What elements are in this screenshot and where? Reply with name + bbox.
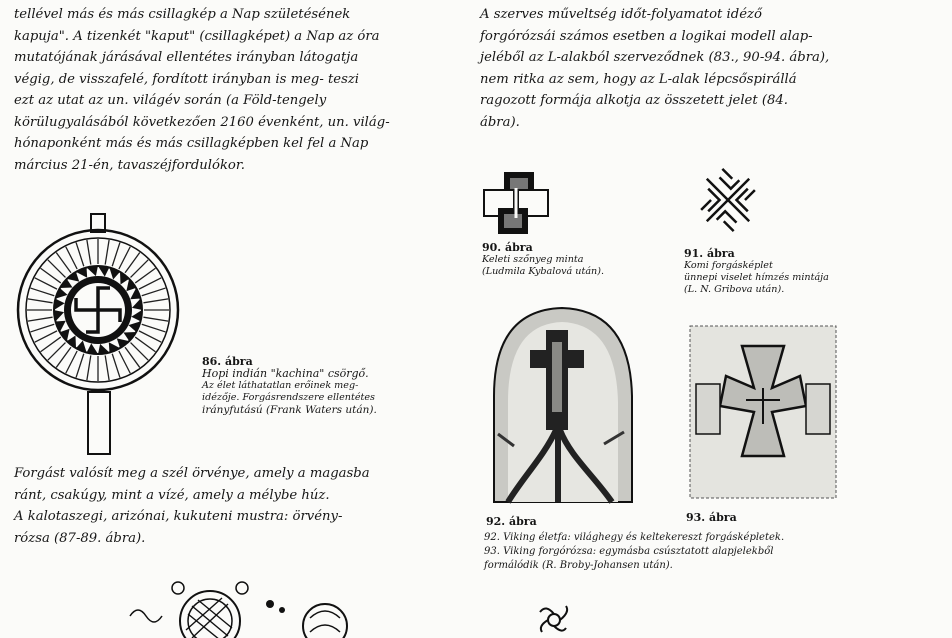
caption-line: Keleti szőnyeg minta [482,254,584,265]
small-whirl-ornament [536,602,572,636]
rattle-spoke [66,247,77,269]
caption-line: idézője. Forgásrendszere ellentétes [202,392,375,403]
caption-line: (Ludmila Kybalová után). [482,266,605,277]
rattle-spoke [143,299,168,303]
right-paragraph [480,4,932,133]
rattle-spoke [143,317,168,321]
text-line: március 21-én, tavaszéjfordulókor. [14,157,245,173]
rattle-spoke [142,324,166,332]
rattle-spoke [28,317,53,321]
rattle-spoke [87,355,91,380]
rattle-spoke [76,242,84,266]
caption-line: Hopi indián "kachina" csörgő. [202,367,369,380]
text-line: ragozott formája alkotja az összetett jelet (84. [480,93,788,108]
rattle-spoke [28,299,53,303]
caption-line: Komi forgásképlet [684,260,773,271]
rattle-tooth [54,310,64,321]
caption-line: Az élet láthatatlan erőinek meg- [202,380,359,391]
figure-number: 91. ábra [684,247,735,260]
rattle-spoke [139,331,161,342]
text-line: kapuja". A tizenkét "kaput" (csillagképet) a Nap az óra [14,28,380,44]
left-paragraph-bottom [14,463,458,549]
rattle-spoke [35,278,57,289]
viking-whirl-rose-figure [688,324,838,500]
rattle-spoke [119,247,130,269]
rattle-tooth [87,343,98,354]
figure-number: 93. ábra [686,511,737,524]
rattle-tooth [131,310,142,321]
caption-line: ünnepi viselet hímzés mintája [684,272,829,283]
rattle-spoke [35,331,57,342]
rattle-spoke [105,240,109,265]
whirl-rose-ornaments [110,576,370,638]
caption-line: irányfutású (Frank Waters után). [202,404,377,416]
left-paragraph-top [14,4,458,176]
figure-number: 92. ábra [486,515,537,528]
figure-91-caption [684,248,934,296]
rattle-spoke [105,355,109,380]
text-line: körülugyalásából következően 2160 évenként, un. világ- [14,114,390,130]
text-line: A szerves műveltség időt-folyamatot idéző [480,7,762,22]
rattle-spoke [142,288,166,296]
rattle-spoke [112,354,120,378]
text-line: forgórózsái számos esetben a logikai modell alap- [480,28,813,44]
figure-number: 90. ábra [482,241,533,254]
text-line: A kalotaszegi, arizónai, kukuteni mustra: örvény- [14,509,343,524]
figure-92-93-caption [484,531,934,573]
rattle-tooth [132,299,142,310]
rattle-tooth [98,266,109,277]
text-line: ábra). [480,114,520,130]
rattle-tooth [87,266,98,276]
rattle-spoke [30,288,54,296]
rattle-tooth [98,344,109,354]
text-line: jeléből az L-alakból szerveződnek (83., 90-94. ábra), [480,50,830,65]
text-line: ezt az utat az un. világév során (a Föld-tengely [14,93,327,108]
text-line: nem ritka az sem, hogy az L-alak lépcsőspirállá [480,71,797,87]
carpet-motif-figure [482,168,550,236]
rattle-spoke [139,278,161,289]
viking-tree-stone-figure [484,306,638,504]
text-line: tellével más és más csillagkép a Nap születésének [14,7,351,22]
caption-line: 93. Viking forgórózsa: egymásba csúsztatott alapjelekből [484,546,774,557]
komi-embroidery-figure [688,160,768,240]
figure-93-number [686,512,737,524]
text-line: rózsa (87-89. ábra). [14,530,146,546]
rattle-spoke [30,324,54,332]
figure-number: 86. ábra [202,355,253,368]
figure-86-caption [202,356,452,416]
rattle-spoke [66,351,77,373]
figure-92-number [486,516,537,528]
caption-line: (L. N. Gribova után). [684,284,785,295]
rattle-tooth [54,299,65,310]
text-line: végig, de visszafelé, fordított irányban is meg- teszi [14,71,360,87]
text-line: hónaponként más és más csillagképben kel fel a Nap [14,136,369,151]
text-line: Forgást valósít meg a szél örvénye, amely a magasba [14,466,370,481]
kachina-rattle-figure [14,212,190,472]
text-line: ránt, csakúgy, mint a vízé, amely a mélybe húz. [14,487,330,503]
figure-90-caption [482,242,682,278]
text-line: mutatójának járásával ellentétes irányban látogatja [14,50,359,65]
rattle-spoke [112,242,120,266]
rattle-spoke [87,240,91,265]
rattle-spoke [76,354,84,378]
caption-line: 92. Viking életfa: világhegy és keltekereszt forgásképletek. [484,532,785,543]
caption-line: formálódik (R. Broby-Johansen után). [484,560,673,571]
rattle-spoke [119,351,130,373]
